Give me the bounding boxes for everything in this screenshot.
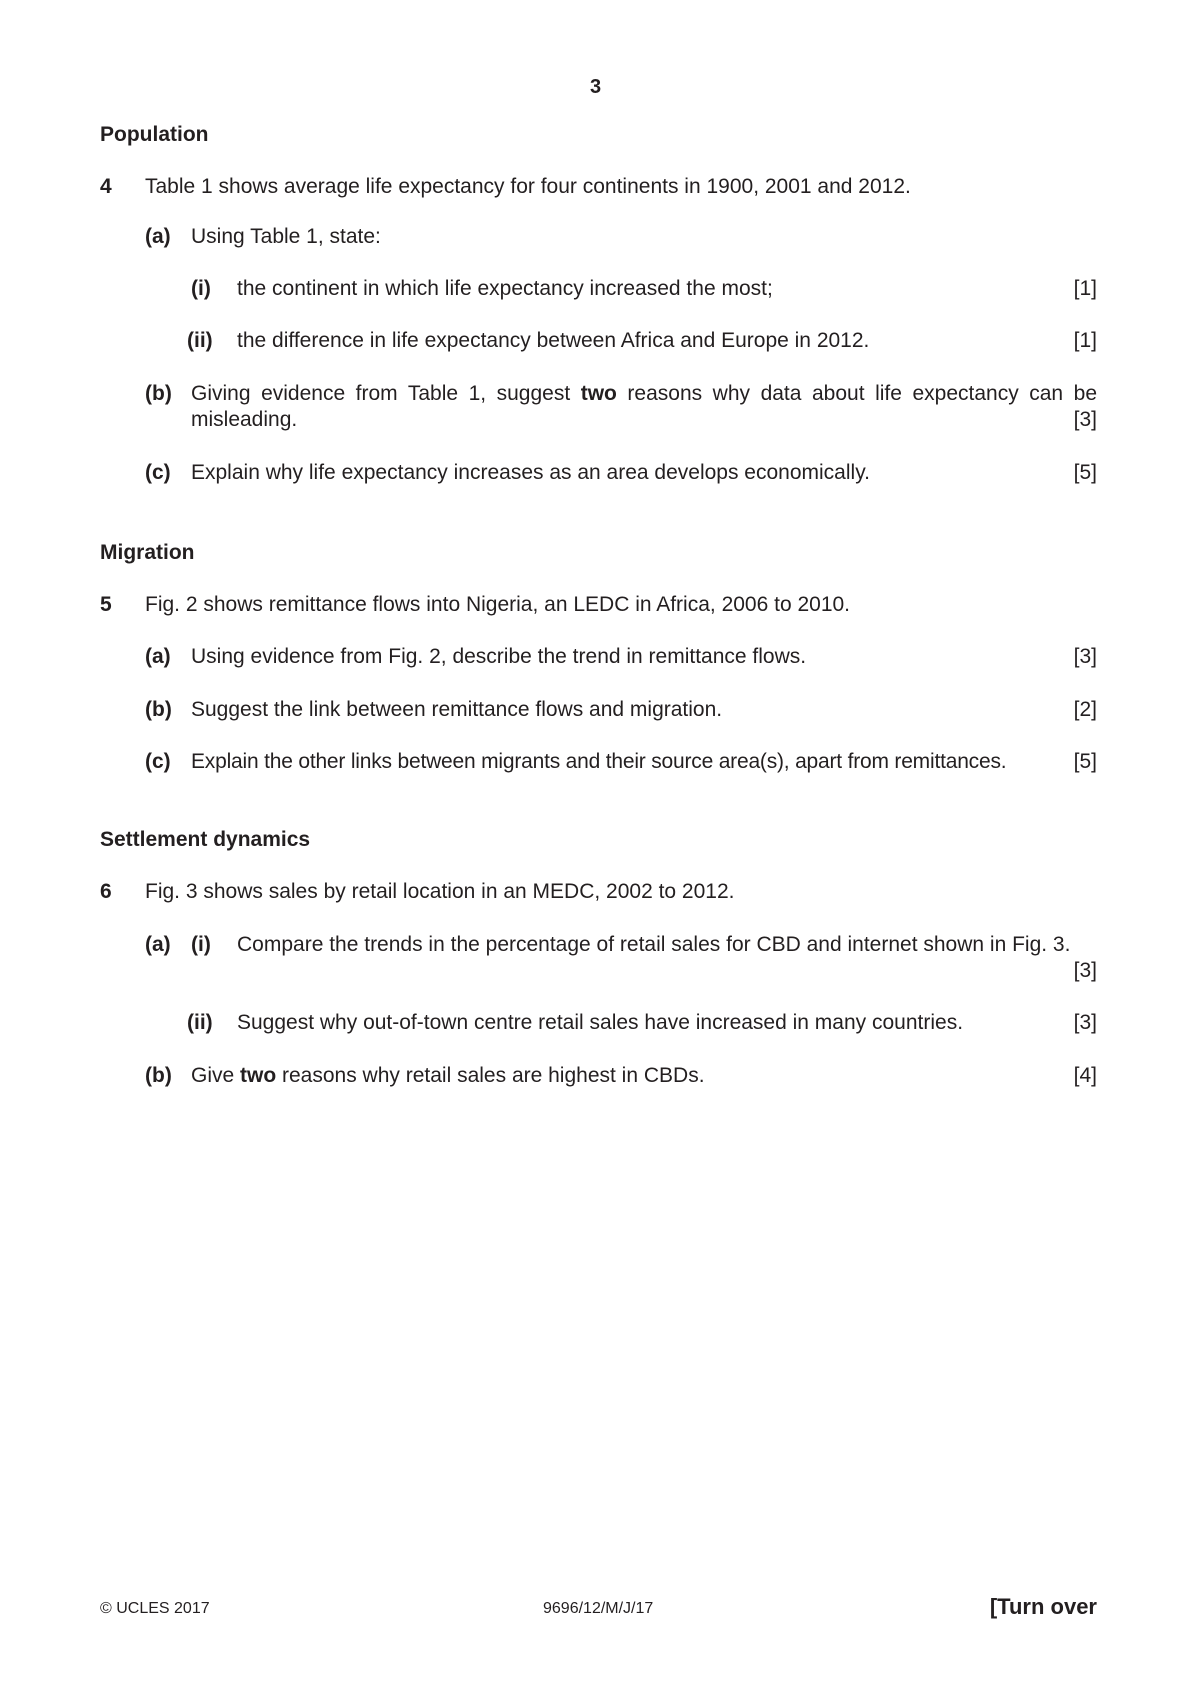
q4-part-b-label: (b) (145, 382, 172, 405)
q4-part-c-text: Explain why life expectancy increases as an area develops economically. (191, 461, 870, 484)
question-number-4: 4 (100, 175, 112, 198)
q4-part-a-i-text: the continent in which life expectancy increased the most; (237, 277, 773, 300)
q5-part-b-label: (b) (145, 698, 172, 721)
q6-part-a-label: (a) (145, 933, 171, 956)
q4-part-a-ii-text: the difference in life expectancy between Africa and Europe in 2012. (237, 329, 870, 352)
question-5-stem: Fig. 2 shows remittance flows into Nigeria, an LEDC in Africa, 2006 to 2010. (145, 593, 851, 616)
q4-part-c-label: (c) (145, 461, 171, 484)
q5-part-c-label: (c) (145, 750, 171, 773)
q4-part-a-i-label: (i) (191, 277, 211, 300)
q6-part-a-i-mark: [3] (1073, 959, 1097, 982)
q4-part-a-label: (a) (145, 225, 171, 248)
question-number-5: 5 (100, 593, 112, 616)
q6-part-a-i-text: Compare the trends in the percentage of retail sales for CBD and internet shown in Fig. 3. (237, 933, 1071, 956)
q6-part-a-ii-text: Suggest why out-of-town centre retail sales have increased in many countries. (237, 1011, 964, 1034)
q6-part-a-i-label: (i) (191, 933, 211, 956)
q6-part-b-text: Give two reasons why retail sales are highest in CBDs. (191, 1064, 705, 1087)
question-4-stem: Table 1 shows average life expectancy for four continents in 1900, 2001 and 2012. (145, 175, 911, 198)
q4-part-a-i-mark: [1] (1073, 277, 1097, 300)
q5-part-a-label: (a) (145, 645, 171, 668)
q5-part-b-text: Suggest the link between remittance flows and migration. (191, 698, 723, 721)
q6-part-a-ii-label: (ii) (187, 1011, 213, 1034)
q6-part-b-label: (b) (145, 1064, 172, 1087)
q4-part-a-ii-mark: [1] (1073, 329, 1097, 352)
question-number-6: 6 (100, 880, 112, 903)
question-6-stem: Fig. 3 shows sales by retail location in an MEDC, 2002 to 2012. (145, 880, 735, 903)
q4-part-a-text: Using Table 1, state: (191, 225, 381, 248)
q5-part-c-mark: [5] (1073, 750, 1097, 773)
footer-paper-code: 9696/12/M/J/17 (543, 1600, 654, 1617)
q4-part-b-mark: [3] (1073, 408, 1097, 431)
q4-part-b-text: Giving evidence from Table 1, suggest two reasons why data about life expectancy can be misleading. (191, 382, 1097, 431)
q6-part-b-mark: [4] (1073, 1064, 1097, 1087)
footer-turn-over: [Turn over (989, 1594, 1097, 1619)
q6-part-a-ii-mark: [3] (1073, 1011, 1097, 1034)
section-title-migration: Migration (100, 541, 195, 564)
section-title-population: Population (100, 123, 209, 146)
page-number: 3 (589, 76, 602, 98)
footer-copyright: © UCLES 2017 (100, 1600, 210, 1617)
section-title-settlement-dynamics: Settlement dynamics (100, 828, 311, 851)
q5-part-b-mark: [2] (1073, 698, 1097, 721)
q5-part-a-mark: [3] (1073, 645, 1097, 668)
q4-part-a-ii-label: (ii) (187, 329, 213, 352)
q5-part-c-text: Explain the other links between migrants and their source area(s), apart from remittances. (191, 750, 1007, 773)
q4-part-c-mark: [5] (1073, 461, 1097, 484)
q5-part-a-text: Using evidence from Fig. 2, describe the trend in remittance flows. (191, 645, 807, 668)
